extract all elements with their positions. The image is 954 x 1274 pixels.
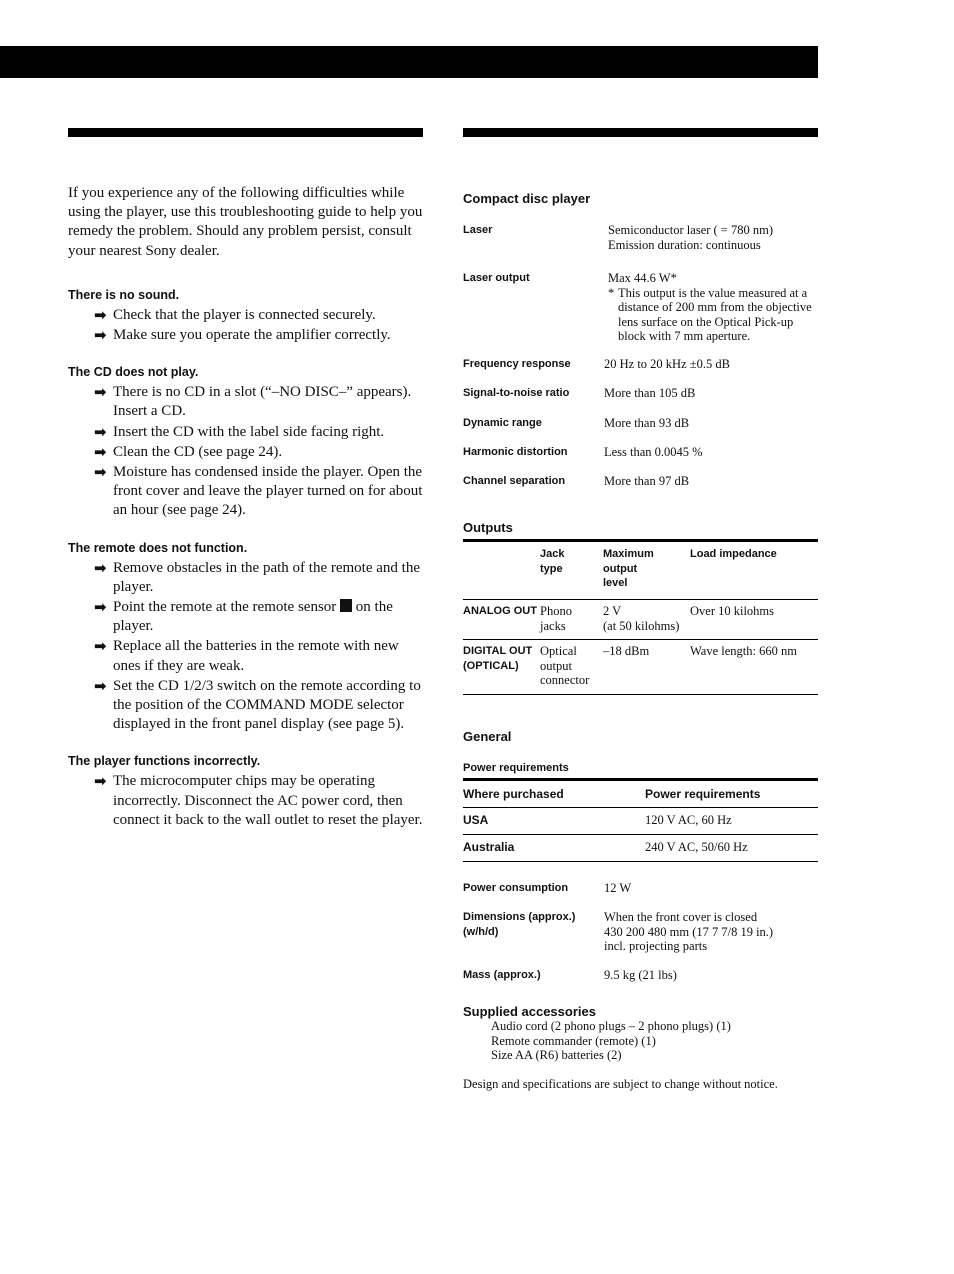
section-remote-not-function [68,541,428,735]
spec-dimensions: Dimensions (approx.) (w/h/d) When the front cover is closed 430 200 480 mm (17 7 7/8 19 in.) incl. projecting parts [463,909,774,954]
arrow-icon: ➡ [94,463,107,482]
remedy-item: ➡ Replace all the batteries in the remote with new ones if they are weak. [94,637,399,674]
spec-laser [463,223,818,267]
accessories-list [491,1019,818,1063]
compact-disc-heading: Compact disc player [463,191,591,206]
section-heading: There is no sound. [68,287,180,302]
list-item: Remote commander (remote) (1) [491,1033,656,1048]
power-header-row [463,779,818,807]
remedy-subline: Insert a CD. [113,403,186,420]
troubleshooting-rule [68,128,423,137]
arrow-icon: ➡ [94,383,107,402]
outputs-table [463,539,818,694]
general-heading: General [463,728,512,744]
table-row: Australia 240 V AC, 50/60 Hz [463,834,818,861]
power-requirements-label: Power requirements [463,761,569,774]
spec-frequency-response: Frequency response 20 Hz to 20 kHz ±0.5 dB [463,357,730,371]
remedy-item: ➡ Clean the CD (see page 24). [94,442,283,461]
column-header: Load impedance [690,548,777,561]
spec-value: Max 44.6 W* * This output is the value measured at a distance of 200 mm from the objective lens surface on the Optical Pick-up block with 7 mm aperture. [608,271,818,344]
spec-label: Laser output [463,272,530,284]
troubleshooting-intro: If you experience any of the following difficulties while using the player, use this troubleshooting guide to help you remedy the problem. Should any problem persist, consult your nearest Sony dealer. [68,185,423,259]
column-header: Power requirements [645,786,761,801]
section-heading: The player functions incorrectly. [68,754,261,769]
outputs-header-row [463,541,818,600]
list-item: Size AA (R6) batteries (2) [491,1048,622,1063]
arrow-icon: ➡ [94,598,107,617]
arrow-icon: ➡ [94,326,107,345]
remedy-item: ➡ There is no CD in a slot (“–NO DISC–” appears). Insert a CD. [94,383,412,420]
remedy-item: ➡ Set the CD 1/2/3 switch on the remote according to the position of the COMMAND MODE selector displayed in the front panel display (see page 5). [94,676,421,733]
spec-label: Laser [463,224,493,236]
spec-harmonic-distortion: Harmonic distortion Less than 0.0045 % [463,444,703,459]
remedy-item: ➡ Moisture has condensed inside the player. Open the front cover and leave the player turned on for about an hour (see page 24). [94,463,423,519]
list-item: Audio cord (2 phono plugs – 2 phono plugs) (1) [491,1018,731,1033]
column-header: Maximum output level [603,548,654,590]
remedy-item: ➡ Remove obstacles in the path of the remote and the player. [94,558,420,595]
laser-output-footnote: * This output is the value measured at a distance of 200 mm from the objective lens surface on the Optical Pick-up block with 7 mm aperture. [608,285,812,344]
arrow-icon: ➡ [94,305,107,324]
column-header: Jack type [540,548,565,575]
remedy-item: ➡ The microcomputer chips may be operating incorrectly. Disconnect the AC power cord, then connect it back to the wall outlet to reset the player. [94,772,423,828]
remedy-item: ➡ Check that the player is connected securely. [94,305,376,324]
troubleshooting-column [68,184,428,850]
spec-rows [463,357,818,503]
section-no-sound [68,288,428,345]
table-row: USA 120 V AC, 60 Hz [463,807,818,834]
remedy-item: ➡ Insert the CD with the label side facing right. [94,422,385,441]
arrow-icon: ➡ [94,637,107,656]
spec-value: Semiconductor laser ( = 780 nm) Emission duration: continuous [608,223,773,252]
arrow-icon: ➡ [94,676,107,695]
power-table [463,778,818,862]
specifications-rule [463,128,818,137]
remedy-item: ➡ Make sure you operate the amplifier correctly. [94,326,391,345]
spec-dynamic-range: Dynamic range More than 93 dB [463,415,690,430]
section-heading: The CD does not play. [68,365,199,380]
specifications-column [463,191,818,1092]
spec-signal-to-noise: Signal-to-noise ratio More than 105 dB [463,386,696,401]
spec-mass: Mass (approx.) 9.5 kg (21 lbs) [463,967,677,982]
section-functions-incorrectly [68,754,428,830]
table-row: ANALOG OUT Phono jacks 2 V (at 50 kilohms) Over 10 kilohms [463,599,818,639]
column-header: Where purchased [463,786,564,801]
accessories-heading: Supplied accessories [463,1003,596,1019]
remote-sensor-icon [340,599,352,612]
arrow-icon: ➡ [94,422,107,441]
section-heading: The remote does not function. [68,540,248,555]
spec-channel-separation: Channel separation More than 97 dB [463,474,690,489]
header-bar [0,46,818,78]
arrow-icon: ➡ [94,558,107,577]
footer-note: Design and specifications are subject to change without notice. [463,1076,778,1091]
spec-power-consumption: Power consumption 12 W [463,880,632,895]
arrow-icon: ➡ [94,772,107,791]
section-cd-not-play [68,365,428,520]
arrow-icon: ➡ [94,442,107,461]
spec-laser-output [463,271,818,357]
remedy-item: ➡ Point the remote at the remote sensor on the player. [94,598,393,635]
outputs-heading: Outputs [463,520,513,536]
table-row: DIGITAL OUT (OPTICAL) Optical output connector –18 dBm Wave length: 660 nm [463,640,818,695]
